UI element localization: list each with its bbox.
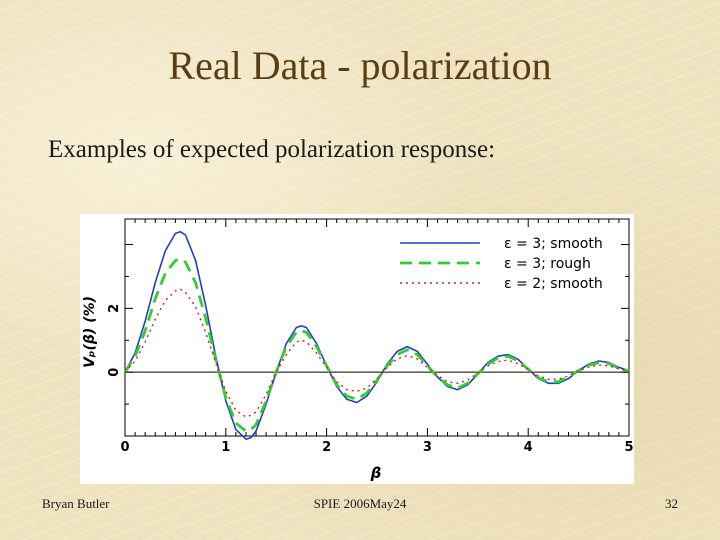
x-tick-label: 5	[624, 440, 634, 455]
polarization-chart	[80, 214, 634, 484]
legend-label-1: ε = 3; smooth	[504, 236, 603, 252]
x-tick-label: 1	[221, 440, 231, 455]
chart-svg	[80, 214, 634, 484]
slide-subtitle: Examples of expected polarization response:	[48, 136, 496, 163]
footer-event: SPIE 2006May24	[313, 496, 407, 511]
x-tick-label: 3	[422, 440, 432, 455]
x-tick-label: 2	[322, 440, 332, 455]
y-tick-label: 0	[107, 367, 122, 377]
series-line-3	[125, 289, 629, 417]
y-tick-label: 2	[107, 303, 122, 313]
legend-label-3: ε = 2; smooth	[504, 276, 603, 292]
footer-page-number: 32	[665, 496, 678, 511]
chart-legend	[400, 236, 603, 292]
footer-author: Bryan Butler	[42, 496, 110, 511]
x-tick-label: 0	[120, 440, 130, 455]
x-tick-label: 4	[523, 440, 533, 455]
x-axis-label: β	[370, 464, 382, 482]
legend-label-2: ε = 3; rough	[504, 256, 591, 272]
slide-title: Real Data - polarization	[168, 43, 552, 88]
y-axis-label: Vₚ(β) (%)	[82, 295, 98, 369]
